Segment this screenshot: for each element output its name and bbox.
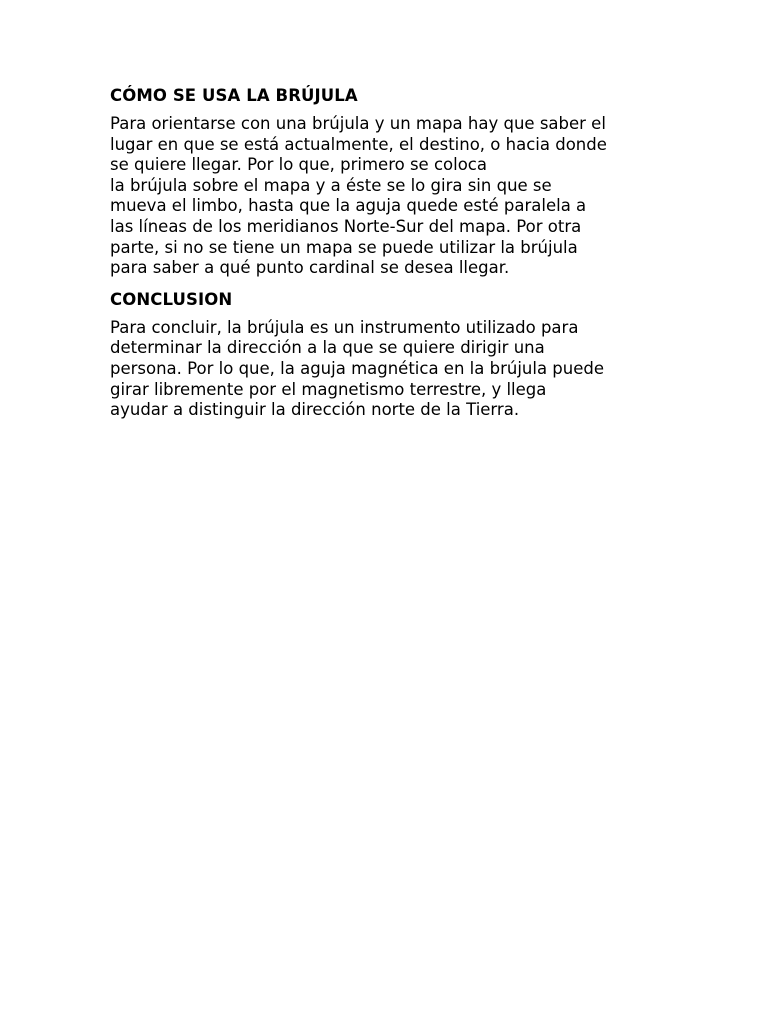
section-como-se-usa [110, 84, 670, 279]
section-heading: CÓMO SE USA LA BRÚJULA [110, 86, 358, 105]
section-paragraph [110, 318, 670, 421]
paragraph-line: determinar la dirección a la que se quiere dirigir una [110, 338, 545, 358]
paragraph-line: parte, si no se tiene un mapa se puede utilizar la brújula [110, 237, 578, 257]
paragraph-line: girar libremente por el magnetismo terrestre, y llega [110, 379, 547, 399]
paragraph-line: la brújula sobre el mapa y a éste se lo gira sin que se [110, 175, 552, 195]
document-page [110, 84, 670, 430]
paragraph-line: Para orientarse con una brújula y un mapa hay que saber el [110, 114, 606, 133]
section-heading: CONCLUSION [110, 289, 233, 309]
paragraph-line: lugar en que se está actualmente, el destino, o hacia donde [110, 134, 607, 154]
paragraph-line: mueva el limbo, hasta que la aguja quede esté paralela a [110, 196, 587, 216]
section-paragraph [110, 114, 670, 279]
section-conclusion [110, 288, 670, 421]
paragraph-line: para saber a qué punto cardinal se desea llegar. [110, 258, 510, 278]
paragraph-line: Para concluir, la brújula es un instrumento utilizado para [110, 317, 579, 337]
paragraph-line: ayudar a distinguir la dirección norte de la Tierra. [110, 400, 520, 420]
paragraph-line: las líneas de los meridianos Norte-Sur del mapa. Por otra [110, 216, 582, 236]
paragraph-line: se quiere llegar. Por lo que, primero se coloca [110, 155, 487, 175]
paragraph-line: persona. Por lo que, la aguja magnética en la brújula puede [110, 358, 605, 378]
